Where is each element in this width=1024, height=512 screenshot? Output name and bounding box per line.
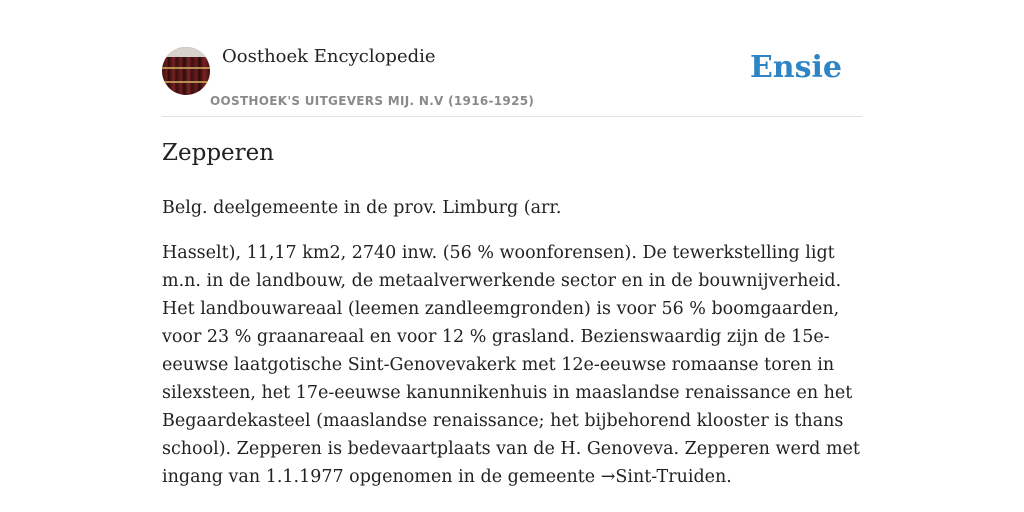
encyclopedia-books-icon[interactable] xyxy=(162,47,210,95)
article-paragraph: Belg. deelgemeente in de prov. Limburg (arr. xyxy=(162,198,562,218)
article-card xyxy=(162,0,862,487)
article-paragraph: Hasselt), 11,17 km2, 2740 inw. (56 % woonforensen). De tewerkstelling ligt m.n. in de landbouw, de metaalverwerkende sector en in de bouwnijverheid. Het landbouwareaal (leemen zandleemgronden) is voor 56 % boomgaarden, voor 23 % graanareaal en voor 12 % grasland. Bezienswaardig zijn de 15e-eeuwse laatgotische Sint-Genovevakerk met 12e-eeuwse romaanse toren in silexsteen, het 17e-eeuwse kanunnikenhuis in maaslandse renaissance en het Begaardekasteel (maaslandse renaissance; het bijbehorend klooster is thans school). Zepperen is bedevaartplaats van de H. Genoveva. Zepperen werd met ingang van 1.1.1977 opgenomen in de gemeente →Sint-Truiden. xyxy=(162,243,860,487)
ensie-logo[interactable]: Ensie xyxy=(749,50,842,85)
source-name-link[interactable]: Oosthoek Encyclopedie xyxy=(222,46,436,67)
article-title: Zepperen xyxy=(162,140,275,166)
source-header xyxy=(162,0,862,117)
publisher-label: OOSTHOEK'S UITGEVERS MIJ. N.V (1916-1925) xyxy=(210,94,535,108)
